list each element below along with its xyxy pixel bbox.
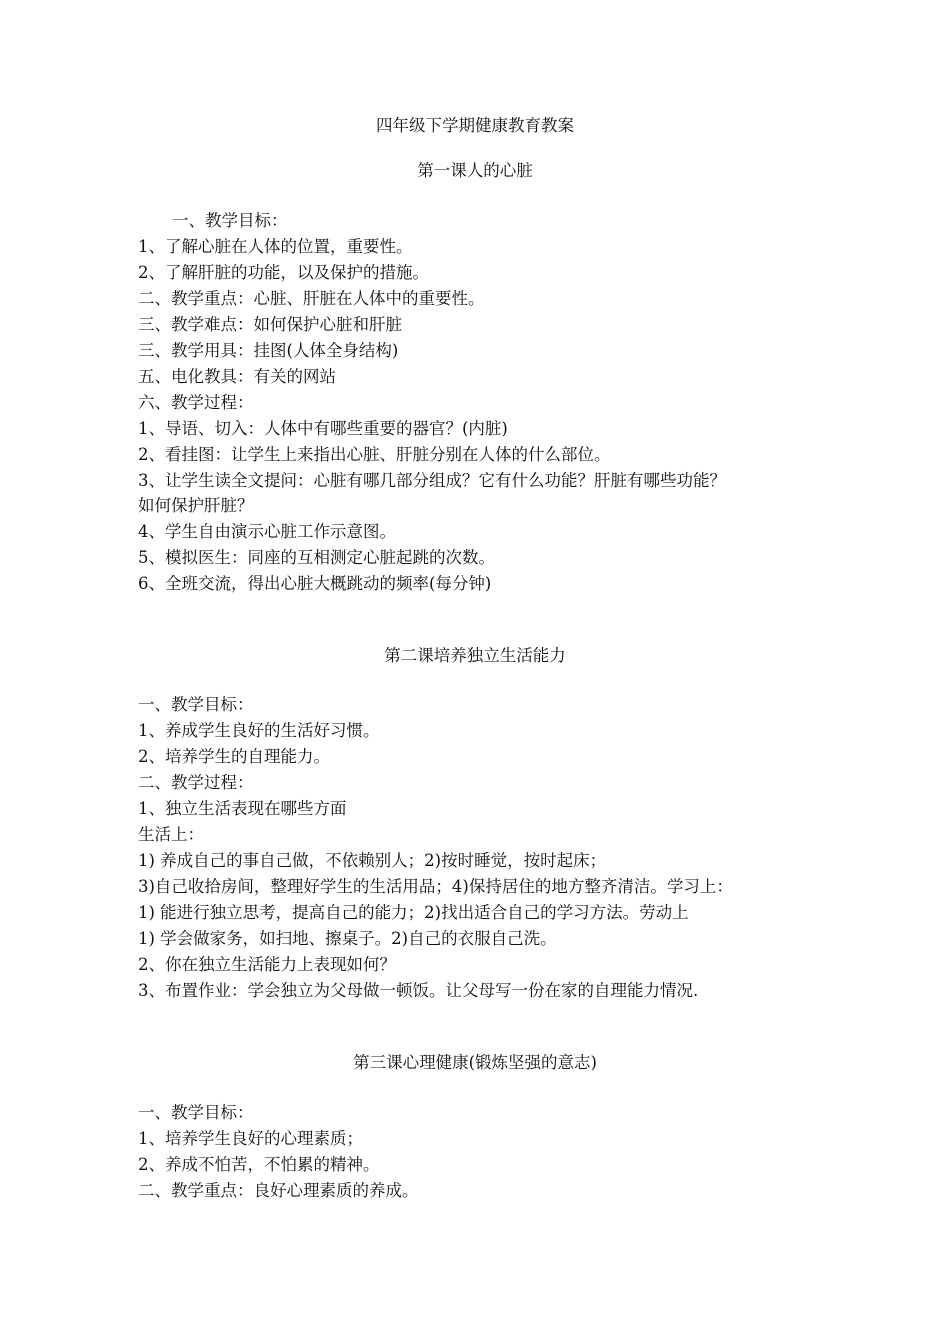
text-line: 2、了解肝脏的功能，以及保护的措施。 xyxy=(138,263,429,282)
text-line: 如何保护肝脏？ xyxy=(138,496,254,515)
text-line: 1、独立生活表现在哪些方面 xyxy=(138,799,347,818)
lesson-1-heading: 第一课人的心脏 xyxy=(417,161,533,180)
text-line: 2、你在独立生活能力上表现如何？ xyxy=(138,955,396,974)
text-line: 3、让学生读全文提问：心脏有哪几部分组成？它有什么功能？肝脏有哪些功能？ xyxy=(138,471,726,490)
text-line: 一、教学目标： xyxy=(172,211,288,230)
document-title: 四年级下学期健康教育教案 xyxy=(376,116,574,135)
text-line: 1、养成学生良好的生活好习惯。 xyxy=(138,721,380,740)
text-line: 生活上： xyxy=(138,825,204,844)
text-line: 1) 养成自己的事自己做，不依赖别人；2)按时睡觉，按时起床； xyxy=(138,851,607,870)
text-line: 五、电化教具：有关的网站 xyxy=(138,367,336,386)
lesson-2-heading: 第二课培养独立生活能力 xyxy=(384,646,566,665)
text-line: 1、了解心脏在人体的位置，重要性。 xyxy=(138,237,413,256)
text-line: 2、养成不怕苦，不怕累的精神。 xyxy=(138,1155,380,1174)
text-line: 三、教学用具：挂图(人体全身结构) xyxy=(138,341,399,360)
text-line: 2、培养学生的自理能力。 xyxy=(138,747,330,766)
text-line: 1、导语、切入：人体中有哪些重要的器官？(内脏) xyxy=(138,419,508,438)
text-line: 5、模拟医生：同座的互相测定心脏起跳的次数。 xyxy=(138,548,495,567)
text-line: 二、教学过程： xyxy=(138,773,254,792)
text-line: 3、布置作业：学会独立为父母做一顿饭。让父母写一份在家的自理能力情况. xyxy=(138,981,699,1000)
text-line: 二、教学重点：良好心理素质的养成。 xyxy=(138,1181,419,1200)
text-line: 六、教学过程： xyxy=(138,393,254,412)
text-line: 一、教学目标： xyxy=(138,1103,254,1122)
text-line: 1) 能进行独立思考，提高自己的能力；2)找出适合自己的学习方法。劳动上 xyxy=(138,903,689,922)
text-line: 1) 学会做家务，如扫地、擦桌子。2)自己的衣服自己洗。 xyxy=(138,929,557,948)
text-line: 4、学生自由演示心脏工作示意图。 xyxy=(138,522,396,541)
text-line: 3)自己收拾房间，整理好学生的生活用品；4)保持居住的地方整齐清洁。学习上： xyxy=(138,877,733,896)
text-line: 二、教学重点：心脏、肝脏在人体中的重要性。 xyxy=(138,289,485,308)
text-line: 6、全班交流，得出心脏大概跳动的频率(每分钟) xyxy=(138,574,492,593)
text-line: 1、培养学生良好的心理素质； xyxy=(138,1129,363,1148)
text-line: 三、教学难点：如何保护心脏和肝脏 xyxy=(138,315,402,334)
text-line: 一、教学目标： xyxy=(138,695,254,714)
lesson-3-heading: 第三课心理健康(锻炼坚强的意志) xyxy=(353,1053,597,1072)
text-line: 2、看挂图：让学生上来指出心脏、肝脏分别在人体的什么部位。 xyxy=(138,445,611,464)
